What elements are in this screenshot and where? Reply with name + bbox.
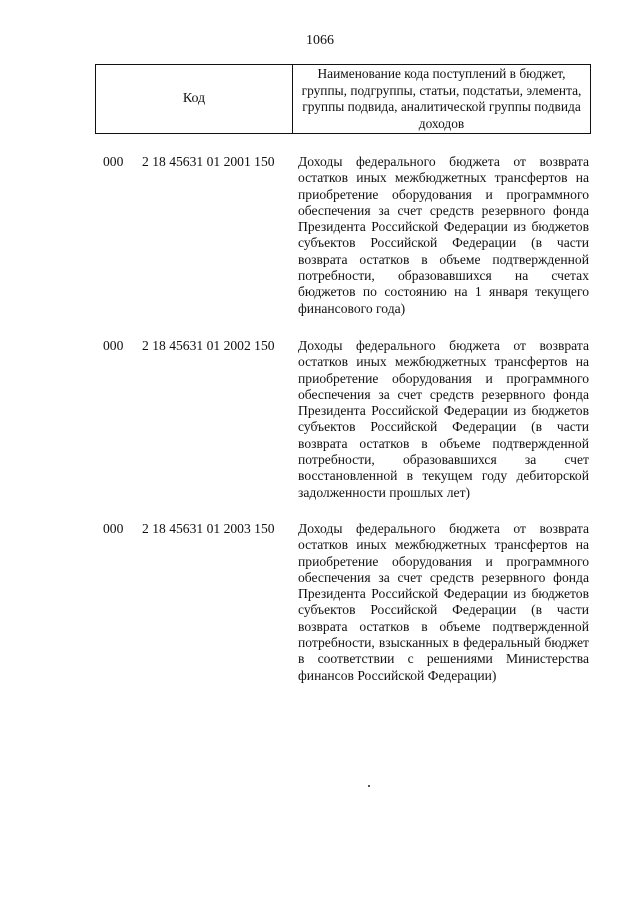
page-number: 1066 bbox=[306, 33, 334, 48]
scan-speck bbox=[368, 785, 370, 787]
header-name-cell: Наименование кода поступлений в бюджет, группы, подгруппы, статьи, подстатьи, элемента, группы подвида, аналитической группы подвида доходов bbox=[301, 66, 582, 131]
entry-admin-code: 000 bbox=[103, 521, 124, 536]
entry-description: Доходы федерального бюджета от возврата остатков иных межбюджетных трансфертов на приобретение оборудования и программного обеспечения за счет средств резервного фонда Президента Российской Федерации из бюджетов субъектов Российской Федерации (в части возврата остатков в объеме подтвержденной потребности, образовавшихся на счетах бюджетов по состоянию на 1 января текущего финансового года) bbox=[298, 154, 589, 316]
table-header bbox=[95, 64, 591, 134]
entry-budget-code: 2 18 45631 01 2002 150 bbox=[142, 338, 275, 353]
entry-description: Доходы федерального бюджета от возврата остатков иных межбюджетных трансфертов на приобретение оборудования и программного обеспечения за счет средств резервного фонда Президента Российской Федерации из бюджетов субъектов Российской Федерации (в части возврата остатков в объеме подтвержденной потребности, взысканных в федеральный бюджет в соответствии с решениями Министерства финансов Российской Федерации) bbox=[298, 521, 589, 683]
entry-budget-code: 2 18 45631 01 2001 150 bbox=[142, 154, 275, 169]
entry-description: Доходы федерального бюджета от возврата остатков иных межбюджетных трансфертов на приобретение оборудования и программного обеспечения за счет средств резервного фонда Президента Российской Федерации из бюджетов субъектов Российской Федерации (в части возврата остатков в объеме подтвержденной потребности, образовавшихся за счет восстановленной в текущем году дебиторской задолженности прошлых лет) bbox=[298, 338, 589, 500]
header-code-cell: Код bbox=[96, 65, 293, 133]
entry-admin-code: 000 bbox=[103, 154, 124, 169]
entry-admin-code: 000 bbox=[103, 338, 124, 353]
entry-budget-code: 2 18 45631 01 2003 150 bbox=[142, 521, 275, 536]
